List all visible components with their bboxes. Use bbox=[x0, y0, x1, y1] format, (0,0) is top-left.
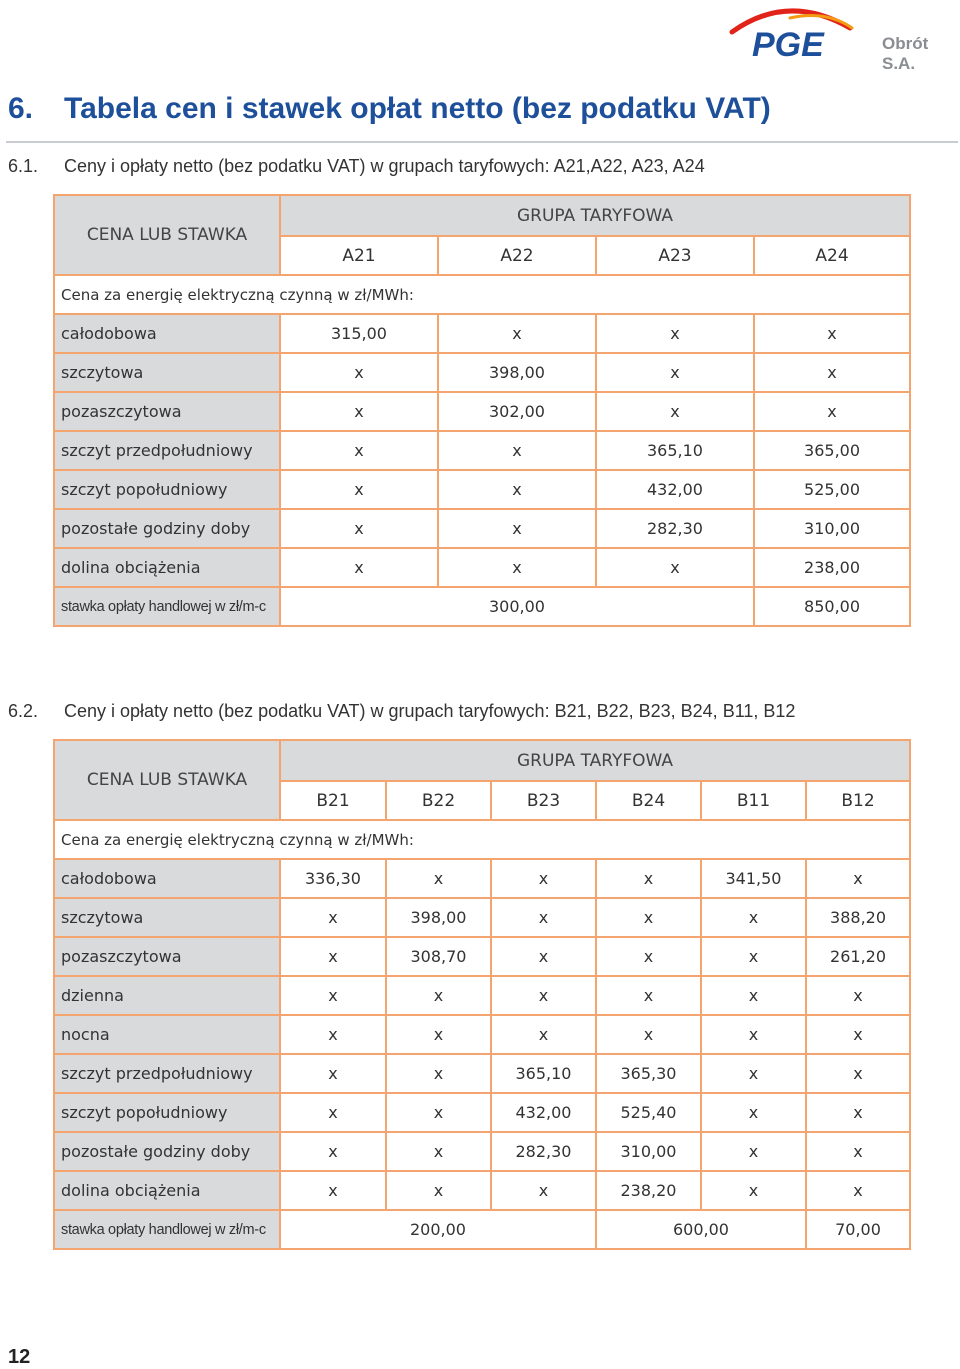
table-cell: x bbox=[438, 431, 596, 470]
column-header-b11: B11 bbox=[701, 781, 806, 820]
table-cell: x bbox=[280, 548, 438, 587]
column-header-a22: A22 bbox=[438, 236, 596, 275]
column-header-b21: B21 bbox=[280, 781, 386, 820]
table-cell: x bbox=[386, 1054, 491, 1093]
table-row bbox=[54, 1093, 910, 1132]
table-row bbox=[54, 859, 910, 898]
fee-value: 200,00 bbox=[280, 1210, 596, 1249]
table-row bbox=[54, 1054, 910, 1093]
table-row bbox=[54, 353, 910, 392]
table-cell: x bbox=[438, 314, 596, 353]
table-cell: x bbox=[280, 470, 438, 509]
table-cell: x bbox=[491, 1171, 596, 1210]
table-cell: x bbox=[806, 1054, 910, 1093]
table-cell: 398,00 bbox=[438, 353, 596, 392]
table-cell: x bbox=[701, 898, 806, 937]
table-cell: x bbox=[280, 976, 386, 1015]
table-cell: x bbox=[596, 859, 701, 898]
table-cell: x bbox=[806, 859, 910, 898]
section1-heading bbox=[8, 156, 705, 177]
column-header-b23: B23 bbox=[491, 781, 596, 820]
table-cell: x bbox=[701, 1054, 806, 1093]
table-row bbox=[54, 976, 910, 1015]
table-cell: x bbox=[280, 1054, 386, 1093]
table-row bbox=[54, 1132, 910, 1171]
table-cell: x bbox=[280, 431, 438, 470]
table-cell: x bbox=[596, 314, 754, 353]
table-cell: x bbox=[754, 314, 910, 353]
table-cell: x bbox=[596, 392, 754, 431]
grupa-taryfowa-header: GRUPA TARYFOWA bbox=[280, 740, 910, 781]
fee-value: 300,00 bbox=[280, 587, 754, 626]
table-row bbox=[54, 431, 910, 470]
title-divider bbox=[6, 141, 958, 143]
table-cell: x bbox=[280, 937, 386, 976]
table-cell: x bbox=[386, 976, 491, 1015]
table-cell: 308,70 bbox=[386, 937, 491, 976]
row-label: dolina obciążenia bbox=[54, 1171, 280, 1210]
table-cell: x bbox=[596, 937, 701, 976]
table-row bbox=[54, 898, 910, 937]
fee-value: 70,00 bbox=[806, 1210, 910, 1249]
table-cell: 432,00 bbox=[491, 1093, 596, 1132]
table-cell: 365,30 bbox=[596, 1054, 701, 1093]
energy-price-label: Cena za energię elektryczną czynną w zł/MWh: bbox=[54, 275, 910, 314]
energy-price-label: Cena za energię elektryczną czynną w zł/MWh: bbox=[54, 820, 910, 859]
table-cell: x bbox=[596, 1015, 701, 1054]
column-header-b22: B22 bbox=[386, 781, 491, 820]
fee-value: 850,00 bbox=[754, 587, 910, 626]
table-cell: x bbox=[491, 898, 596, 937]
fee-row bbox=[54, 1210, 910, 1249]
table-cell: x bbox=[596, 976, 701, 1015]
section2-heading-text: Ceny i opłaty netto (bez podatku VAT) w grupach taryfowych: B21, B22, B23, B24, B11, B12 bbox=[64, 701, 796, 721]
table-cell: x bbox=[806, 1171, 910, 1210]
fee-label: stawka opłaty handlowej w zł/m-c bbox=[54, 1210, 280, 1249]
company-name: Obrót S.A. bbox=[882, 34, 929, 73]
table-cell: 302,00 bbox=[438, 392, 596, 431]
section1-heading-text: Ceny i opłaty netto (bez podatku VAT) w grupach taryfowych: A21,A22, A23, A24 bbox=[64, 156, 705, 176]
row-label: pozaszczytowa bbox=[54, 937, 280, 976]
table-cell: x bbox=[806, 976, 910, 1015]
table-cell: 365,10 bbox=[491, 1054, 596, 1093]
section2-heading bbox=[8, 701, 795, 722]
table-cell: 525,40 bbox=[596, 1093, 701, 1132]
row-label: nocna bbox=[54, 1015, 280, 1054]
title-text: Tabela cen i stawek opłat netto (bez podatku VAT) bbox=[64, 92, 771, 125]
section2-number: 6.2. bbox=[8, 701, 39, 721]
grupa-taryfowa-header: GRUPA TARYFOWA bbox=[280, 195, 910, 236]
row-label: pozaszczytowa bbox=[54, 392, 280, 431]
table-row bbox=[54, 937, 910, 976]
table-cell: 238,20 bbox=[596, 1171, 701, 1210]
fee-row bbox=[54, 587, 910, 626]
table-row bbox=[54, 470, 910, 509]
table-cell: x bbox=[754, 392, 910, 431]
table-cell: x bbox=[386, 1093, 491, 1132]
table-cell: 336,30 bbox=[280, 859, 386, 898]
column-header-a24: A24 bbox=[754, 236, 910, 275]
table-cell: x bbox=[280, 1015, 386, 1054]
row-label: szczyt popołudniowy bbox=[54, 1093, 280, 1132]
table-cell: x bbox=[280, 509, 438, 548]
table-row bbox=[54, 548, 910, 587]
title-number: 6. bbox=[8, 92, 34, 125]
column-header-a23: A23 bbox=[596, 236, 754, 275]
table-cell: 282,30 bbox=[491, 1132, 596, 1171]
table-cell: x bbox=[280, 1093, 386, 1132]
page-number: 12 bbox=[8, 1346, 31, 1368]
row-label: całodobowa bbox=[54, 859, 280, 898]
table-cell: x bbox=[438, 509, 596, 548]
table-cell: 315,00 bbox=[280, 314, 438, 353]
table-row bbox=[54, 509, 910, 548]
table-row bbox=[54, 314, 910, 353]
pge-logo bbox=[728, 6, 868, 62]
table-cell: 261,20 bbox=[806, 937, 910, 976]
tariff-table-a bbox=[53, 194, 911, 627]
table-cell: x bbox=[701, 1132, 806, 1171]
row-label: szczytowa bbox=[54, 353, 280, 392]
column-header-b24: B24 bbox=[596, 781, 701, 820]
table-cell: x bbox=[596, 353, 754, 392]
table-cell: x bbox=[491, 859, 596, 898]
row-label: całodobowa bbox=[54, 314, 280, 353]
table-cell: x bbox=[280, 392, 438, 431]
table-row bbox=[54, 1171, 910, 1210]
row-label: pozostałe godziny doby bbox=[54, 1132, 280, 1171]
table-cell: x bbox=[491, 937, 596, 976]
table-cell: 310,00 bbox=[596, 1132, 701, 1171]
page-title bbox=[8, 92, 771, 126]
table-cell: x bbox=[280, 1171, 386, 1210]
table-cell: x bbox=[806, 1093, 910, 1132]
table-cell: 388,20 bbox=[806, 898, 910, 937]
table-cell: x bbox=[386, 1015, 491, 1054]
table-cell: 341,50 bbox=[701, 859, 806, 898]
table-cell: x bbox=[701, 976, 806, 1015]
table-cell: x bbox=[386, 859, 491, 898]
row-label: szczytowa bbox=[54, 898, 280, 937]
tariff-table-b bbox=[53, 739, 911, 1250]
table-cell: x bbox=[701, 1015, 806, 1054]
row-label: dolina obciążenia bbox=[54, 548, 280, 587]
table-cell: x bbox=[386, 1132, 491, 1171]
cena-lub-stawka-header: CENA LUB STAWKA bbox=[54, 740, 280, 820]
table-cell: x bbox=[701, 1171, 806, 1210]
table-cell: x bbox=[438, 548, 596, 587]
table-cell: x bbox=[280, 898, 386, 937]
column-header-b12: B12 bbox=[806, 781, 910, 820]
table-cell: x bbox=[491, 976, 596, 1015]
table-cell: x bbox=[280, 1132, 386, 1171]
table-cell: x bbox=[806, 1015, 910, 1054]
table-cell: x bbox=[596, 548, 754, 587]
fee-label: stawka opłaty handlowej w zł/m-c bbox=[54, 587, 280, 626]
table-cell: 282,30 bbox=[596, 509, 754, 548]
column-header-a21: A21 bbox=[280, 236, 438, 275]
table-cell: 310,00 bbox=[754, 509, 910, 548]
table-cell: 398,00 bbox=[386, 898, 491, 937]
fee-value: 600,00 bbox=[596, 1210, 806, 1249]
table-cell: x bbox=[280, 353, 438, 392]
table-cell: 432,00 bbox=[596, 470, 754, 509]
table-cell: x bbox=[386, 1171, 491, 1210]
table-cell: x bbox=[596, 898, 701, 937]
row-label: dzienna bbox=[54, 976, 280, 1015]
table-cell: x bbox=[806, 1132, 910, 1171]
section1-number: 6.1. bbox=[8, 156, 39, 176]
table-row bbox=[54, 392, 910, 431]
logo-text: PGE bbox=[752, 26, 824, 62]
table-cell: 365,10 bbox=[596, 431, 754, 470]
row-label: szczyt popołudniowy bbox=[54, 470, 280, 509]
table-cell: 238,00 bbox=[754, 548, 910, 587]
row-label: szczyt przedpołudniowy bbox=[54, 1054, 280, 1093]
table-cell: x bbox=[754, 353, 910, 392]
table-cell: x bbox=[701, 1093, 806, 1132]
cena-lub-stawka-header: CENA LUB STAWKA bbox=[54, 195, 280, 275]
table-cell: x bbox=[491, 1015, 596, 1054]
table-cell: x bbox=[701, 937, 806, 976]
row-label: szczyt przedpołudniowy bbox=[54, 431, 280, 470]
table-cell: 525,00 bbox=[754, 470, 910, 509]
table-row bbox=[54, 1015, 910, 1054]
table-cell: 365,00 bbox=[754, 431, 910, 470]
table-cell: x bbox=[438, 470, 596, 509]
row-label: pozostałe godziny doby bbox=[54, 509, 280, 548]
